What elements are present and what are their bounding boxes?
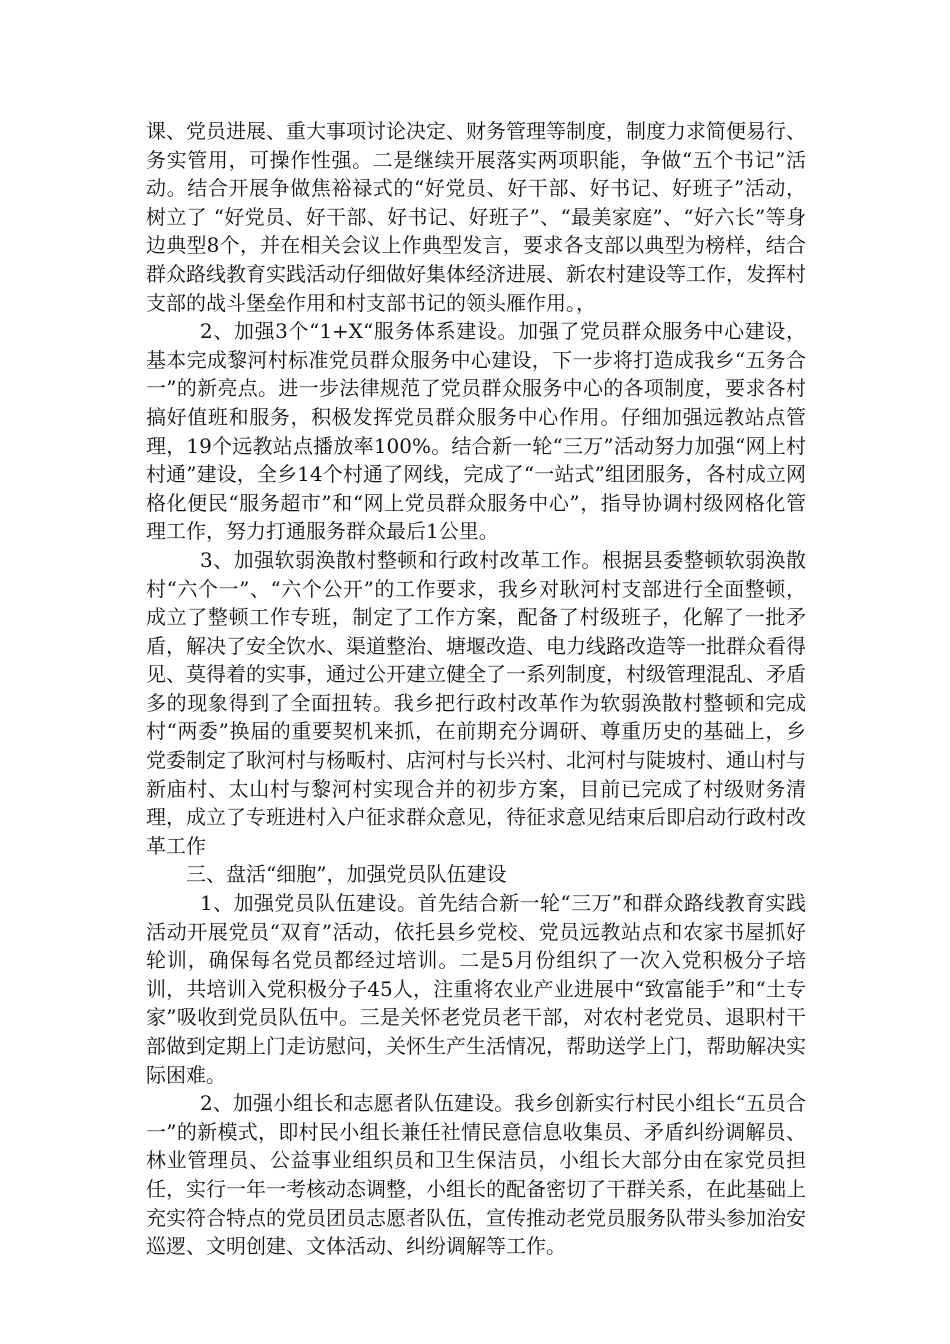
paragraph-party-member-team: 1、加强党员队伍建设。首先结合新一轮“三万”和群众路线教育实践活动开展党员“双育”活动，依托县乡党校、党员远教站点和农家书屋抓好轮训，确保每名党员都经过培训。二是5月份组织了一次入党积极分子培训，共培训入党积极分子45人，注重将农业产业进展中“致富能手”和“土专家”吸收到党员队伍中。三是关怀老党员老干部，对农村老党员、退职村干部做到定期上门走访慰问，关怀生产生活情况，帮助送学上门，帮助解决实际困难。 xyxy=(146,891,806,1087)
paragraph-party-system: 课、党员进展、重大事项讨论决定、财务管理等制度，制度力求简便易行、务实管用，可操作性强。二是继续开展落实两项职能，争做“五个书记”活动。结合开展争做焦裕禄式的“好党员、好干部、好书记、好班子”活动，树立了 “好党员、好干部、好书记、好班子”、“最美家庭”、“好六长”等身边典型8个，并在相关会议上作典型发言，要求各支部以典型为榜样，结合群众路线教育实践活动仔细做好集体经济进展、新农村建设等工作，发挥村支部的战斗堡垒作用和村支部书记的领头雁作用。， xyxy=(146,119,806,315)
document-body xyxy=(146,117,806,1261)
section-heading-party-team: 三、盘活“细胞”，加强党员队伍建设 xyxy=(186,862,507,887)
paragraph-group-leader-volunteer: 2、加强小组长和志愿者队伍建设。我乡创新实行村民小组长“五员合一”的新模式，即村民小组长兼任社情民意信息收集员、矛盾纠纷调解员、林业管理员、公益事业组织员和卫生保洁员，小组长大部分由在家党员担任，实行一年一考核动态调整，小组长的配备密切了干群关系，在此基础上充实符合特点的党员团员志愿者队伍，宣传推动老党员服务队带头参加治安巡逻、文明创建、文体活动、纠纷调解等工作。 xyxy=(146,1091,806,1259)
paragraph-service-system: 2、加强3个“1+X“服务体系建设。加强了党员群众服务中心建设，基本完成黎河村标准党员群众服务中心建设，下一步将打造成我乡“五务合一”的新亮点。进一步法律规范了党员群众服务中心的各项制度，要求各村搞好值班和服务，积极发挥党员群众服务中心作用。仔细加强远教站点管理，19个远教站点播放率100%。结合新一轮“三万”活动努力加强“网上村村通”建设，全乡14个村通了网线，完成了“一站式”组团服务，各村成立网格化便民“服务超市”和“网上党员群众服务中心”，指导协调村级网格化管理工作，努力打通服务群众最后1公里。 xyxy=(146,319,806,544)
paragraph-village-reform: 3、加强软弱涣散村整顿和行政村改革工作。根据县委整顿软弱涣散村“六个一”、“六个公开”的工作要求，我乡对耿河村支部进行全面整顿，成立了整顿工作专班，制定了工作方案，配备了村级班子，化解了一批矛盾，解决了安全饮水、渠道整治、塘堰改造、电力线路改造等一批群众看得见、莫得着的实事，通过公开建立健全了一系列制度，村级管理混乱、矛盾多的现象得到了全面扭转。我乡把行政村改革作为软弱涣散村整顿和完成村“两委”换届的重要契机来抓，在前期充分调研、尊重历史的基础上，乡党委制定了耿河村与杨畈村、店河村与长兴村、北河村与陡坡村、通山村与新庙村、太山村与黎河村实现合并的初步方案，目前已完成了村级财务清理，成立了专班进村入户征求群众意见，待征求意见结束后即启动行政村改革工作 xyxy=(146,547,806,858)
